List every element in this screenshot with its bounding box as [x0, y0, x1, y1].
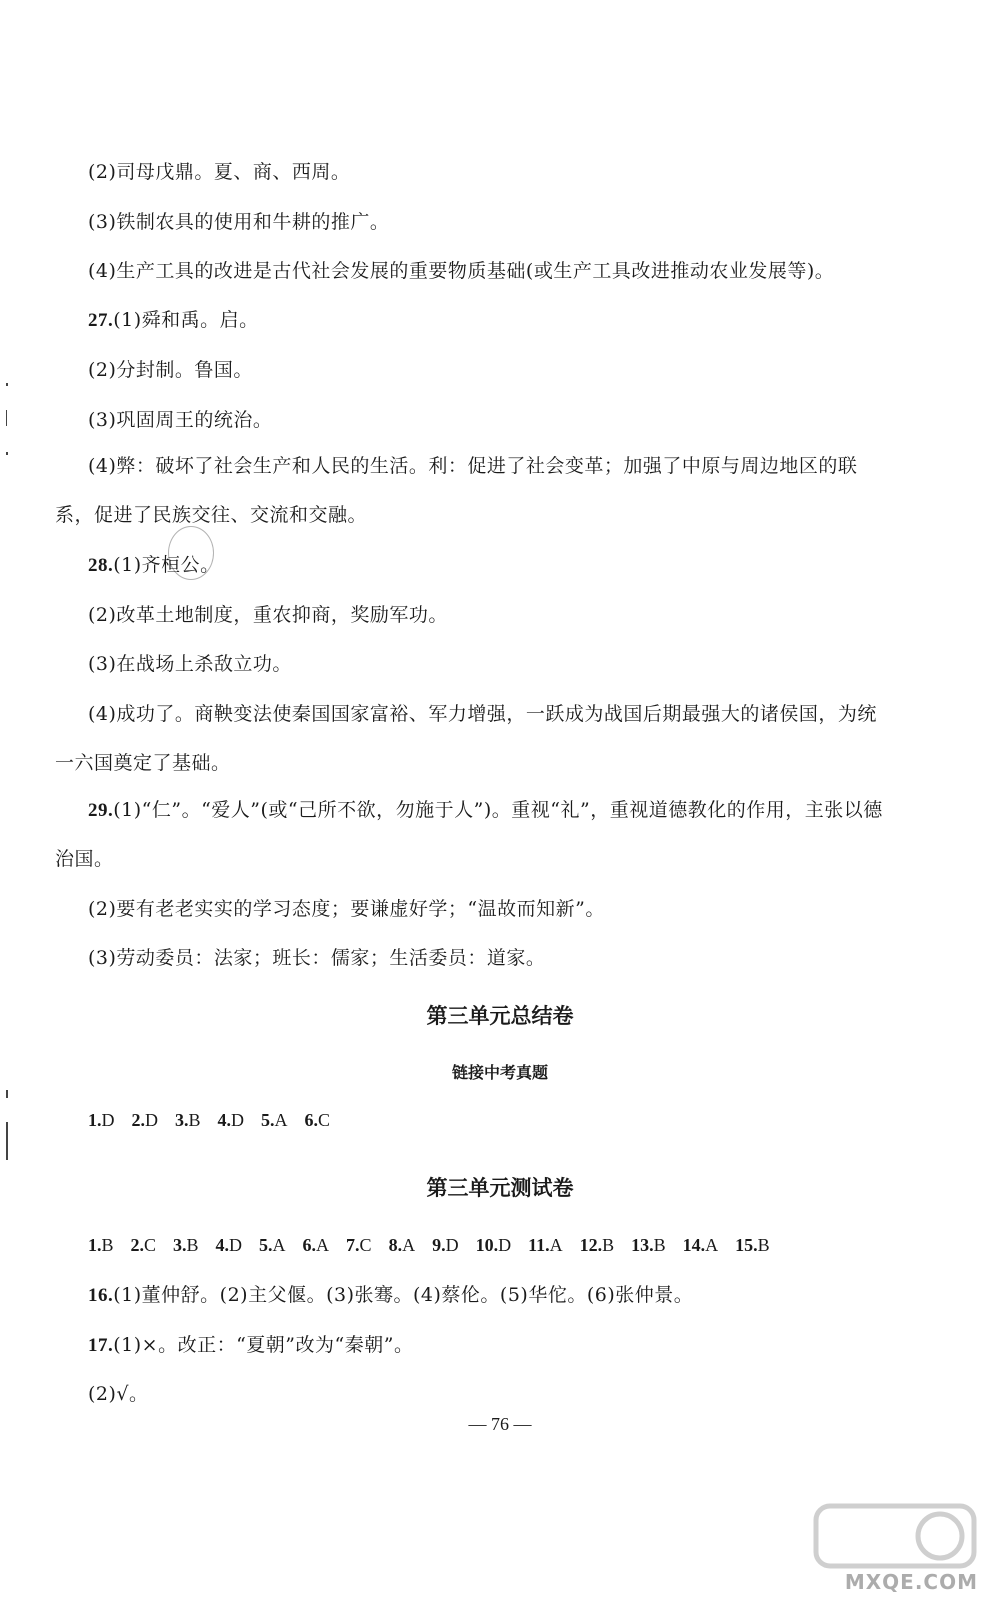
answer-17-1: [88, 1333, 413, 1358]
answer-item-number: 7.: [346, 1235, 360, 1255]
answer-item: [216, 1235, 243, 1255]
section-subtitle-exam: 链接中考真题: [451, 1063, 548, 1082]
answer-item-letter: B: [186, 1235, 199, 1255]
answer-28-4b: 一六国奠定了基础。: [55, 752, 231, 774]
margin-mark: [6, 452, 8, 455]
answer-item-letter: B: [602, 1235, 615, 1255]
answer-item-number: 13.: [631, 1235, 654, 1255]
answer-26-3: (3)铁制农具的使用和牛耕的推广。: [88, 211, 390, 233]
section-title-summary: 第三单元总结卷: [426, 1004, 574, 1028]
answer-item: [528, 1235, 563, 1255]
margin-mark: [6, 383, 8, 386]
answer-item-letter: A: [274, 1110, 288, 1130]
answer-item: [580, 1235, 615, 1255]
answer-item: [432, 1235, 459, 1255]
margin-mark: [6, 1090, 8, 1098]
answer-27-4b: 系，促进了民族交往、交流和交融。: [55, 504, 368, 526]
answer-item-number: 9.: [432, 1235, 446, 1255]
answer-row-test: [88, 1235, 787, 1256]
answer-17-2: (2)√。: [88, 1383, 149, 1405]
answer-item-letter: B: [101, 1235, 114, 1255]
answer-item: [218, 1110, 245, 1130]
answer-item-letter: B: [188, 1110, 201, 1130]
answer-item-number: 6.: [302, 1235, 317, 1255]
watermark-text: MXQE.COM: [844, 1570, 978, 1594]
answer-text: (1)×。改正：“夏朝”改为“秦朝”。: [113, 1334, 414, 1356]
answer-item: [88, 1110, 115, 1130]
answer-26-2: (2)司母戊鼎。夏、商、西周。: [88, 161, 351, 183]
answer-item-letter: A: [402, 1235, 416, 1255]
answer-item-letter: D: [498, 1235, 512, 1255]
answer-item: [631, 1235, 666, 1255]
answer-item-letter: A: [549, 1235, 563, 1255]
answer-28-2: (2)改革土地制度，重农抑商，奖励军功。: [88, 604, 448, 626]
answer-29-3: (3)劳动委员：法家；班长：儒家；生活委员：道家。: [88, 947, 546, 969]
question-number: 16.: [88, 1285, 114, 1306]
answer-item-number: 14.: [682, 1235, 706, 1255]
answer-item-number: 15.: [735, 1235, 758, 1255]
answer-28-1: [88, 553, 220, 578]
answer-27-1: [88, 308, 259, 333]
answer-item: [259, 1235, 286, 1255]
answer-item-letter: C: [144, 1235, 157, 1255]
answer-item-number: 2.: [131, 1110, 145, 1130]
answer-28-4a: (4)成功了。商鞅变法使秦国国家富裕、军力增强，一跃成为战国后期最强大的诸侯国，为统: [88, 703, 877, 725]
answer-item: [88, 1235, 114, 1255]
answer-item-number: 6.: [304, 1110, 319, 1130]
answer-item-number: 12.: [579, 1235, 603, 1255]
answer-16: [88, 1283, 693, 1308]
margin-mark: [6, 1122, 8, 1160]
answer-item-number: 5.: [259, 1235, 273, 1255]
answer-item: [683, 1235, 719, 1255]
answer-item-number: 1.: [88, 1110, 102, 1130]
answer-item-letter: A: [272, 1235, 286, 1255]
answer-item-number: 11.: [528, 1235, 550, 1255]
answer-item: [173, 1235, 199, 1255]
answer-item: [735, 1235, 770, 1255]
margin-mark: [6, 410, 7, 426]
question-number: 28.: [88, 555, 114, 576]
answer-item-number: 2.: [130, 1235, 145, 1255]
answer-text: (1)“仁”。“爱人”(或“己所不欲，勿施于人”)。重视“礼”，重视道德教化的作用，主张以德: [113, 799, 883, 821]
answer-27-2: (2)分封制。鲁国。: [88, 359, 253, 381]
question-number: 29.: [88, 800, 114, 821]
answer-item: [261, 1110, 288, 1130]
answer-27-3: (3)巩固周王的统治。: [88, 409, 273, 431]
answer-item: [303, 1235, 330, 1255]
answer-28-3: (3)在战场上杀敌立功。: [88, 653, 292, 675]
answer-text: (1)舜和禹。启。: [113, 309, 259, 331]
answer-item: [132, 1110, 159, 1130]
section-title-test: 第三单元测试卷: [426, 1176, 574, 1200]
answer-27-4a: (4)弊：破坏了社会生产和人民的生活。利：促进了社会变革；加强了中原与周边地区的联: [88, 455, 858, 477]
answer-item: [346, 1235, 372, 1255]
answer-29-1b: 治国。: [55, 848, 114, 870]
answer-item-letter: A: [316, 1235, 330, 1255]
answer-item: [476, 1235, 512, 1255]
question-number: 27.: [88, 310, 114, 331]
answer-text: (1)董仲舒。(2)主父偃。(3)张骞。(4)蔡伦。(5)华佗。(6)张仲景。: [113, 1284, 694, 1306]
answer-item-letter: D: [229, 1235, 243, 1255]
answer-item-number: 1.: [88, 1235, 102, 1255]
answer-item-number: 3.: [173, 1235, 187, 1255]
answer-item-number: 3.: [175, 1110, 189, 1130]
answer-text: (1)齐桓公。: [113, 554, 220, 576]
answer-item-letter: C: [318, 1110, 331, 1130]
answer-item-number: 4.: [215, 1235, 230, 1255]
answer-item-number: 10.: [475, 1235, 499, 1255]
answer-item: [389, 1235, 416, 1255]
answer-item-letter: C: [359, 1235, 372, 1255]
answer-item-letter: D: [445, 1235, 459, 1255]
answer-row-summary: [88, 1110, 347, 1131]
answer-item-letter: B: [653, 1235, 666, 1255]
answer-item: [175, 1110, 201, 1130]
answer-item-number: 8.: [388, 1235, 403, 1255]
answer-item-letter: D: [145, 1110, 158, 1130]
question-number: 17.: [88, 1335, 114, 1356]
answer-item-number: 5.: [261, 1110, 275, 1130]
answer-item-letter: D: [231, 1110, 245, 1130]
answer-item-letter: D: [101, 1110, 115, 1130]
answer-29-1a: [88, 798, 883, 823]
answer-item-number: 4.: [217, 1110, 232, 1130]
answer-item-letter: A: [705, 1235, 719, 1255]
answer-29-2: (2)要有老老实实的学习态度；要谦虚好学；“温故而知新”。: [88, 898, 605, 920]
answer-26-4: (4)生产工具的改进是古代社会发展的重要物质基础(或生产工具改进推动农业发展等)。: [88, 260, 835, 282]
page-number: — 76 —: [468, 1414, 532, 1434]
answer-item: [131, 1235, 157, 1255]
answer-item-letter: B: [757, 1235, 770, 1255]
answer-item: [305, 1110, 331, 1130]
